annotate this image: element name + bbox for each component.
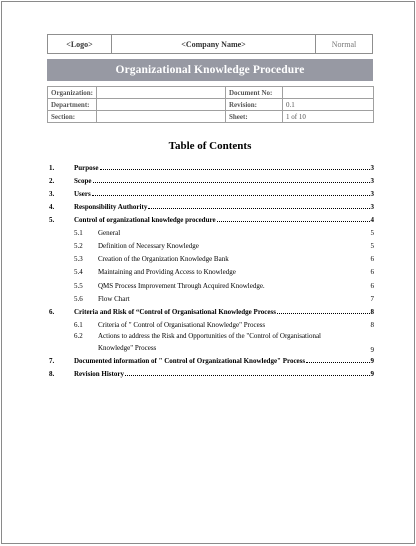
- toc-entry-number: 2.: [49, 177, 55, 185]
- toc-entry-number: 8.: [49, 370, 55, 378]
- company-name: <Company Name>: [112, 35, 316, 53]
- document-page: [1, 1, 415, 544]
- department-value: [97, 99, 226, 111]
- toc-entry-text: Maintaining and Providing Access to Knowledge: [98, 268, 236, 276]
- toc-entry[interactable]: [47, 188, 374, 198]
- toc-entry-text-line1: Actions to address the Risk and Opportunities of the "Control of Organisational: [98, 332, 322, 340]
- toc-entry[interactable]: [47, 355, 374, 365]
- toc-entry-page: 6: [370, 268, 374, 276]
- toc-subentry[interactable]: [47, 227, 374, 237]
- section-value: [97, 111, 226, 123]
- toc-entry-number: 6.1: [74, 321, 83, 329]
- toc-entry-number: 5.5: [74, 282, 83, 290]
- toc-entry[interactable]: [47, 214, 374, 224]
- toc-entry-page: 4: [370, 216, 374, 224]
- toc-subentry[interactable]: [47, 240, 374, 250]
- toc-entry-page: 7: [370, 295, 374, 303]
- toc-entry[interactable]: [47, 201, 374, 211]
- toc-entry-number: 4.: [49, 203, 55, 211]
- toc-entry-text-line2: Knowledge" Process: [98, 344, 157, 352]
- toc-entry-page: 8: [370, 321, 374, 329]
- document-title: Organizational Knowledge Procedure: [47, 59, 373, 81]
- toc-entry-text: Control of organizational knowledge procedure: [74, 216, 216, 224]
- toc-entry-text: Documented information of " Control of Organizational Knowledge" Process: [74, 357, 306, 365]
- toc-entry-text: Definition of Necessary Knowledge: [98, 242, 199, 250]
- toc-entry-number: 5.3: [74, 255, 83, 263]
- toc-entry-text: Responsibility Authority: [74, 203, 148, 211]
- toc-entry-text: Purpose: [74, 164, 99, 172]
- toc-subentry[interactable]: [47, 293, 374, 303]
- toc-entry-text: Users: [74, 190, 91, 198]
- organization-value: [97, 87, 226, 99]
- toc-entry-page: 3: [370, 164, 374, 172]
- toc-entry-text: Creation of the Organization Knowledge Bank: [98, 255, 229, 263]
- revision-value: 0.1: [283, 99, 374, 111]
- toc-entry-number: 5.4: [74, 268, 83, 276]
- toc-entry-text: Revision History: [74, 370, 124, 378]
- document-meta-table: [47, 86, 374, 123]
- toc-entry[interactable]: [47, 162, 374, 172]
- style-label: Normal: [331, 39, 357, 49]
- toc-entry-page: 5: [370, 229, 374, 237]
- toc-entry-text: QMS Process Improvement Through Acquired Knowledge.: [98, 282, 265, 290]
- document-no-label: Document No:: [226, 87, 283, 99]
- sheet-value: 1 of 10: [283, 111, 374, 123]
- toc-entry-number: 5.: [49, 216, 55, 224]
- toc-entry-page: 9: [370, 346, 374, 354]
- toc-entry-page: 9: [370, 357, 374, 365]
- toc-entry-number: 7.: [49, 357, 55, 365]
- toc-subentry[interactable]: [47, 266, 374, 276]
- toc-entry-text: Flow Chart: [98, 295, 130, 303]
- toc-entry-number: 1.: [49, 164, 55, 172]
- toc-entry[interactable]: [47, 368, 374, 378]
- toc-entry-number: 3.: [49, 190, 55, 198]
- document-header: [47, 34, 373, 54]
- toc-entry-text: Scope: [74, 177, 92, 185]
- revision-label: Revision:: [226, 99, 283, 111]
- toc-entry[interactable]: [47, 306, 374, 316]
- sheet-label: Sheet:: [226, 111, 283, 123]
- toc-entry-page: 6: [370, 255, 374, 263]
- section-label: Section:: [48, 111, 97, 123]
- toc-subentry[interactable]: [47, 332, 374, 354]
- document-no-value: [283, 87, 374, 99]
- toc-entry-page: 6: [370, 282, 374, 290]
- toc-entry-number: 5.1: [74, 229, 83, 237]
- toc-entry[interactable]: [47, 175, 374, 185]
- toc-entry-number: 5.2: [74, 242, 83, 250]
- toc-entry-page: 9: [370, 370, 374, 378]
- toc-entry-page: 3: [370, 203, 374, 211]
- department-label: Department:: [48, 99, 97, 111]
- logo-placeholder: <Logo>: [48, 35, 112, 53]
- toc-subentry[interactable]: [47, 319, 374, 329]
- toc-subentry[interactable]: [47, 253, 374, 263]
- toc-entry-number: 6.: [49, 308, 55, 316]
- toc-entry-text: Criteria of " Control of Organisational Knowledge" Process: [98, 321, 266, 329]
- toc-entry-number: 5.6: [74, 295, 83, 303]
- toc-entry-page: 5: [370, 242, 374, 250]
- toc-entry-number: 6.2: [74, 332, 83, 340]
- toc-entry-text: Criteria and Risk of “Control of Organisational Knowledge Process: [74, 308, 276, 316]
- toc-entry-page: 3: [370, 177, 374, 185]
- toc-heading: Table of Contents: [168, 140, 252, 152]
- toc-entry-page: 3: [370, 190, 374, 198]
- toc-subentry[interactable]: [47, 280, 374, 290]
- toc-entry-text: General: [98, 229, 121, 237]
- toc-entry-page: 8: [370, 308, 374, 316]
- organization-label: Organization:: [48, 87, 97, 99]
